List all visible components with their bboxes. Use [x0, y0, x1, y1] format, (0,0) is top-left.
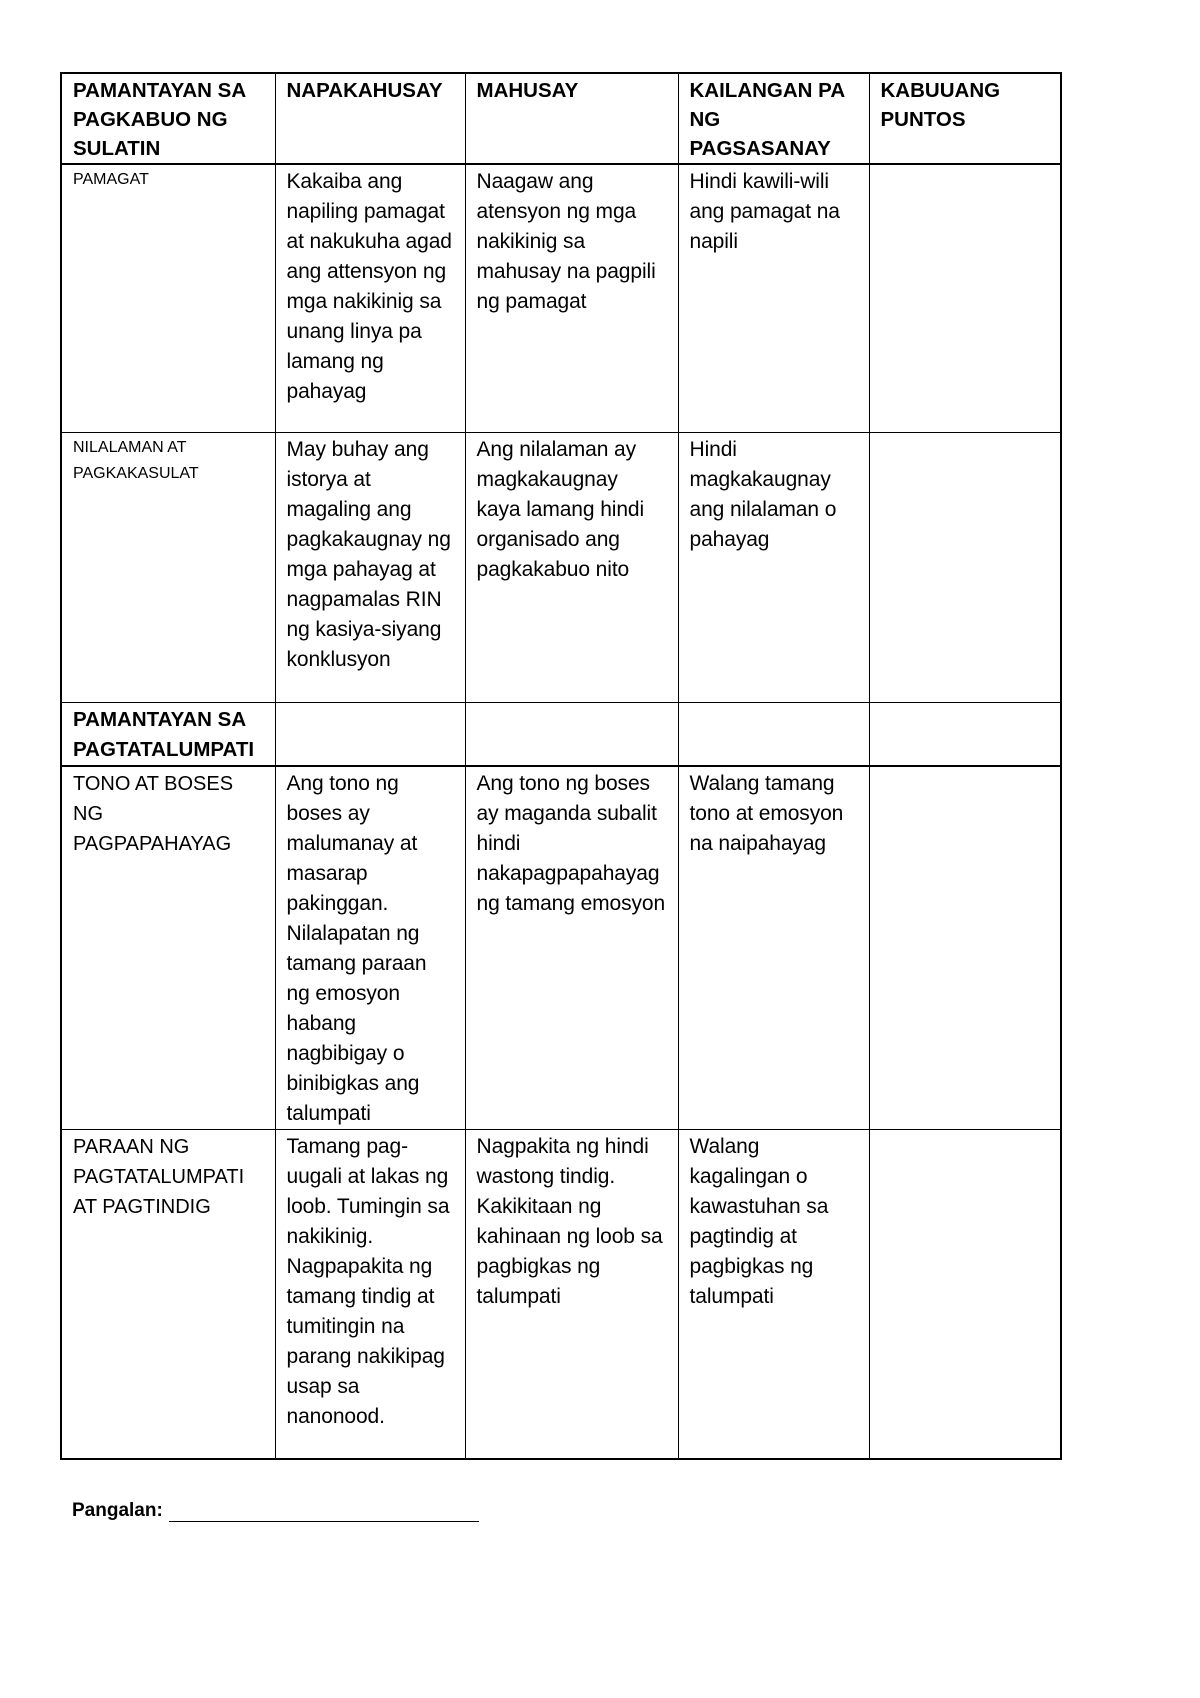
napakahusay-cell: Kakaiba ang napiling pamagat at nakukuha agad ang attensyon ng mga nakikinig sa unang linya pa lamang ng pahayag — [275, 164, 465, 432]
criterion-cell: PARAAN NG PAGTATALUMPATI AT PAGTINDIG — [61, 1129, 275, 1459]
section-title: PAMANTAYAN SA PAGTATALUMPATI — [61, 702, 275, 766]
table-header-row — [61, 73, 1061, 164]
empty-cell — [869, 702, 1061, 766]
header-kailangan: KAILANGAN PA NG PAGSASANAY — [678, 73, 869, 164]
mahusay-cell: Ang tono ng boses ay maganda subalit hindi nakapagpapahayag ng tamang emosyon — [465, 766, 678, 1130]
criterion-cell: PAMAGAT — [61, 164, 275, 432]
header-puntos: KABUUANG PUNTOS — [869, 73, 1061, 164]
header-criterion: PAMANTAYAN SA PAGKABUO NG SULATIN — [61, 73, 275, 164]
header-napakahusay: NAPAKAHUSAY — [275, 73, 465, 164]
empty-cell — [678, 702, 869, 766]
mahusay-cell: Nagpakita ng hindi wastong tindig. Kakikitaan ng kahinaan ng loob sa pagbigkas ng talumpati — [465, 1129, 678, 1459]
puntos-cell[interactable] — [869, 766, 1061, 1130]
rubric-table — [60, 72, 1062, 1460]
kailangan-cell: Hindi kawili-wili ang pamagat na napili — [678, 164, 869, 432]
name-label: Pangalan: — [72, 1500, 163, 1521]
table-row — [61, 766, 1061, 1130]
table-row — [61, 432, 1061, 702]
empty-cell — [275, 702, 465, 766]
name-field-group — [72, 1500, 479, 1522]
napakahusay-cell: Tamang pag-uugali at lakas ng loob. Tumingin sa nakikinig. Nagpapakita ng tamang tindig at tumitingin na parang nakikipag usap sa nanonood. — [275, 1129, 465, 1459]
puntos-cell[interactable] — [869, 164, 1061, 432]
puntos-cell[interactable] — [869, 432, 1061, 702]
puntos-cell[interactable] — [869, 1129, 1061, 1459]
mahusay-cell: Ang nilalaman ay magkakaugnay kaya lamang hindi organisado ang pagkakabuo nito — [465, 432, 678, 702]
kailangan-cell: Hindi magkakaugnay ang nilalaman o pahayag — [678, 432, 869, 702]
kailangan-cell: Walang tamang tono at emosyon na naipahayag — [678, 766, 869, 1130]
section-row — [61, 702, 1061, 766]
table-row — [61, 164, 1061, 432]
empty-cell — [465, 702, 678, 766]
table-row — [61, 1129, 1061, 1459]
kailangan-cell: Walang kagalingan o kawastuhan sa pagtindig at pagbigkas ng talumpati — [678, 1129, 869, 1459]
criterion-cell: TONO AT BOSES NG PAGPAPAHAYAG — [61, 766, 275, 1130]
mahusay-cell: Naagaw ang atensyon ng mga nakikinig sa mahusay na pagpili ng pamagat — [465, 164, 678, 432]
name-blank-line[interactable] — [169, 1501, 479, 1522]
napakahusay-cell: May buhay ang istorya at magaling ang pagkakaugnay ng mga pahayag at nagpamalas RIN ng kasiya-siyang konklusyon — [275, 432, 465, 702]
header-mahusay: MAHUSAY — [465, 73, 678, 164]
napakahusay-cell: Ang tono ng boses ay malumanay at masarap pakinggan. Nilalapatan ng tamang paraan ng emosyon habang nagbibigay o binibigkas ang talumpati — [275, 766, 465, 1130]
criterion-cell: NILALAMAN AT PAGKAKASULAT — [61, 432, 275, 702]
